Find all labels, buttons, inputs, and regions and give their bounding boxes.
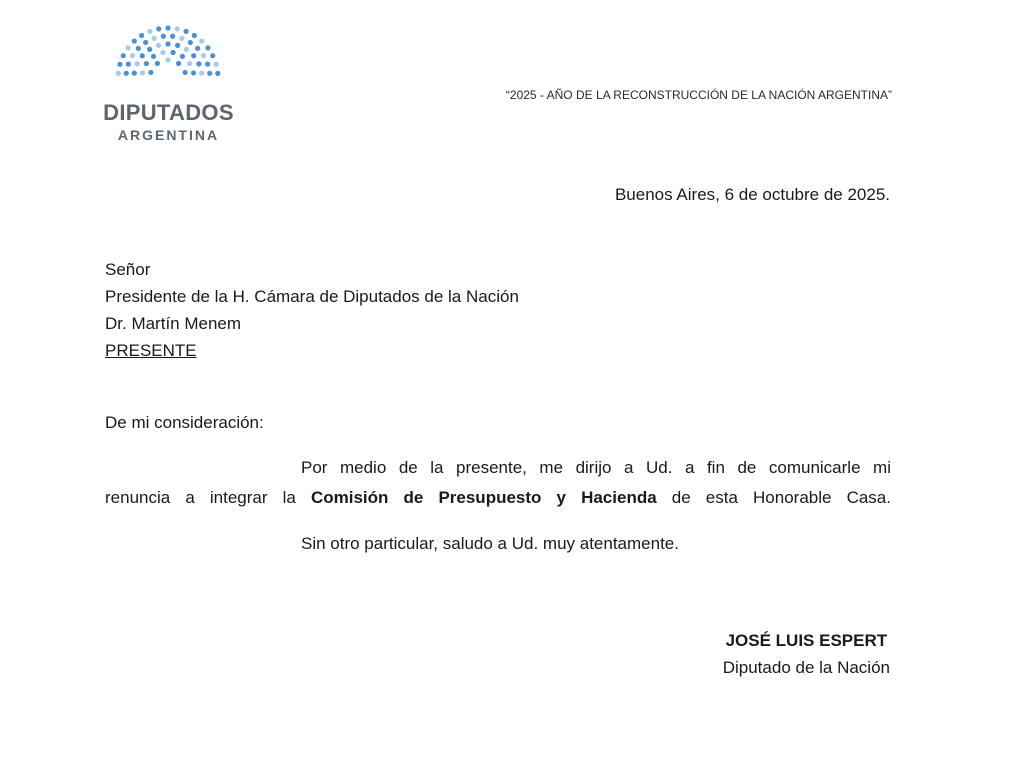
hemicycle-seat [184, 47, 189, 52]
hemicycle-seat [201, 53, 206, 58]
paragraph-1-text-after: de esta Honorable Casa. [656, 488, 891, 507]
hemicycle-seat [156, 43, 161, 48]
hemicycle-seat [195, 46, 200, 51]
hemicycle-seat [215, 71, 220, 76]
hemicycle-seat [199, 71, 204, 76]
letter-date: Buenos Aires, 6 de octubre de 2025. [614, 185, 890, 204]
hemicycle-seat [132, 38, 137, 43]
recipient-position: Presidente de la H. Cámara de Diputados de la Nación [105, 287, 519, 306]
signature-block [723, 627, 890, 681]
hemicycle-seat [139, 33, 144, 38]
letter-greeting: De mi consideración: [105, 413, 264, 432]
recipient-name: Dr. Martín Menem [105, 314, 242, 333]
hemicycle-seat [187, 61, 192, 66]
hemicycle-seat [156, 26, 161, 31]
hemicycle-seat [179, 36, 184, 41]
recipient-presente: PRESENTE [105, 341, 197, 360]
hemicycle-seat [140, 70, 145, 75]
hemicycle-seat [199, 38, 204, 43]
diputados-logo [96, 20, 241, 143]
hemicycle-seat [132, 71, 137, 76]
committee-name: Comisión de Presupuesto y Hacienda [310, 488, 657, 507]
paragraph-1-text-before: renuncia a integrar la [105, 488, 311, 507]
hemicycle-seat [126, 45, 131, 50]
hemicycle-seat [161, 34, 166, 39]
hemicycle-seat [170, 34, 175, 39]
paragraph-1-line-1: Por medio de la presente, me dirijo a Ud. a fin de comunicarle mi [301, 458, 891, 477]
hemicycle-seat [143, 40, 148, 45]
year-motto: “2025 - AÑO DE LA RECONSTRUCCIÓN DE LA NACIÓN ARGENTINA” [505, 88, 892, 102]
hemicycle-seat [188, 40, 193, 45]
hemicycle-seat [205, 62, 210, 67]
body-paragraph-2: Sin otro particular, saludo a Ud. muy atentamente. [301, 534, 679, 553]
recipient-salutation: Señor [105, 260, 151, 279]
hemicycle-seat [207, 71, 212, 76]
signature-title: Diputado de la Nación [722, 658, 890, 677]
hemicycle-seat [191, 53, 196, 58]
hemicycle-seat [176, 61, 181, 66]
logo-subtitle: ARGENTINA [117, 127, 220, 143]
hemicycle-seat [175, 43, 180, 48]
hemicycle-seat [210, 53, 215, 58]
hemicycle-seat [124, 71, 129, 76]
hemicycle-seat [183, 29, 188, 34]
hemicycle-seat [175, 26, 180, 31]
hemicycle-seat [144, 61, 149, 66]
hemicycle-seat [117, 62, 122, 67]
hemicycle-seat [130, 53, 135, 58]
hemicycle-seat [192, 33, 197, 38]
hemicycle-seat [180, 54, 185, 59]
hemicycle-logo-icon [112, 20, 224, 82]
body-paragraph-1 [105, 454, 891, 514]
hemicycle-seat [191, 70, 196, 75]
signature-name: JOSÉ LUIS ESPERT [725, 631, 888, 650]
hemicycle-seat [155, 61, 160, 66]
hemicycle-seat [147, 29, 152, 34]
hemicycle-seat [136, 46, 141, 51]
hemicycle-seat [151, 54, 156, 59]
hemicycle-seat [213, 62, 218, 67]
hemicycle-seat [152, 36, 157, 41]
hemicycle-seat [140, 53, 145, 58]
hemicycle-seat [121, 53, 126, 58]
hemicycle-seat [205, 45, 210, 50]
hemicycle-seat [183, 70, 188, 75]
hemicycle-seat [116, 71, 121, 76]
hemicycle-seat [165, 41, 170, 46]
hemicycle-seat [147, 47, 152, 52]
hemicycle-seat [134, 61, 139, 66]
logo-title: DIPUTADOS [103, 100, 234, 125]
paragraph-1-line-2 [105, 484, 891, 514]
hemicycle-seat [165, 57, 170, 62]
hemicycle-seat [160, 50, 165, 55]
hemicycle-seat [196, 61, 201, 66]
hemicycle-seat [170, 50, 175, 55]
hemicycle-seat [165, 25, 170, 30]
recipient-block [105, 256, 519, 364]
hemicycle-seat [148, 70, 153, 75]
hemicycle-seat [126, 62, 131, 67]
